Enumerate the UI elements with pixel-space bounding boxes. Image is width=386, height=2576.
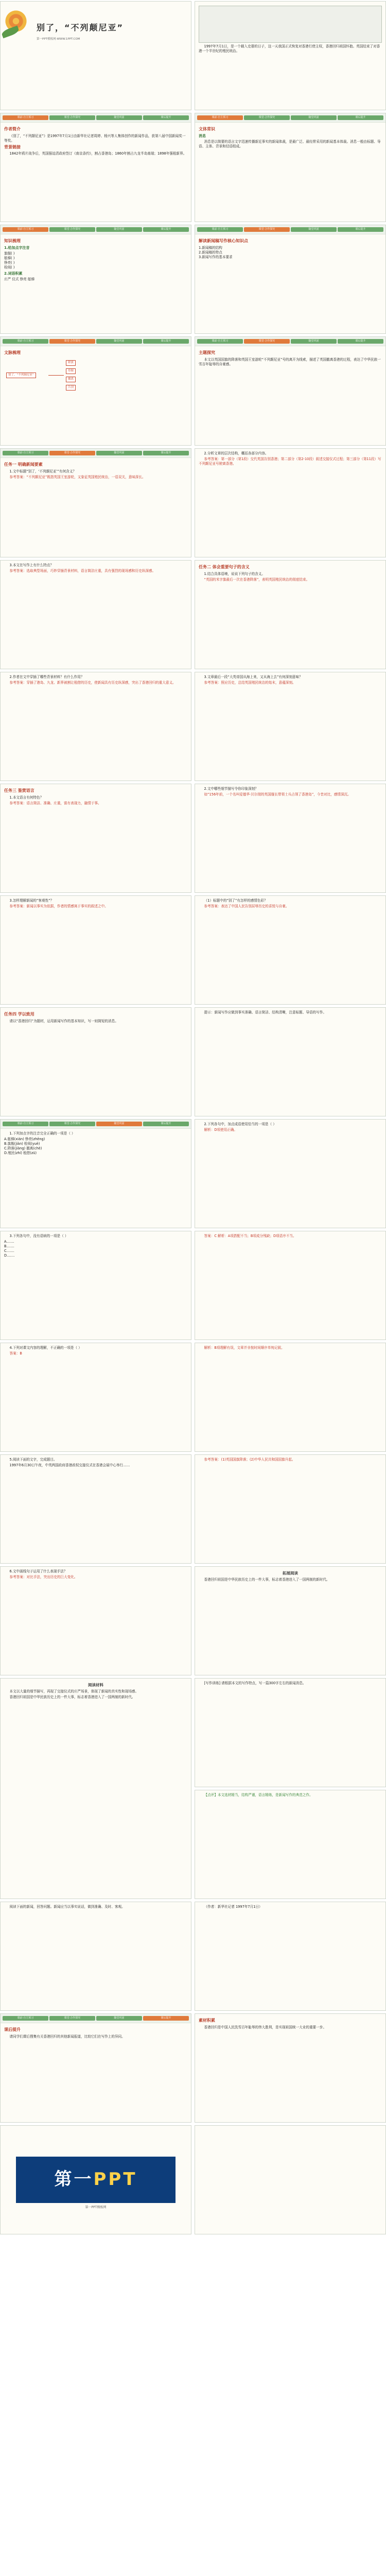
logo-caption: 第一PPT模板网 — [85, 2206, 107, 2209]
option[interactable]: B.…… — [4, 1244, 14, 1248]
slide-knowledge — [0, 225, 191, 334]
question: 3.怎样理解新闻的“客观性”？ — [9, 899, 54, 903]
slide-theme — [195, 336, 386, 446]
slide-q-structure — [195, 448, 386, 557]
slide-news-reading — [0, 1902, 191, 2011]
mind-map-center: 别了，“不列颠尼亚” — [6, 372, 36, 378]
slide-q-features — [0, 560, 191, 669]
exercise-question: 2.下列各句中，加点成语使用恰当的一项是（ ） — [204, 1122, 276, 1126]
slide-q-ending — [195, 672, 386, 781]
slide-exercise5-answer — [195, 1454, 386, 1564]
option[interactable]: D.…… — [4, 1253, 15, 1258]
slide-task1 — [0, 448, 191, 557]
answer: 参考答案：选取典型场面，巧妙穿插背景材料，语言简洁庄重，具有强烈的现场感和历史纵深感。 — [9, 568, 156, 573]
tab-preview[interactable]: 课前·自主预习 — [197, 115, 243, 120]
genre-text: 消息是以简要的语言文字迅速传播新近事实的新闻体裁，是最广泛、最经常采用的新闻基本体裁。消息一般由标题、导语、主体、背景和结语组成。 — [199, 140, 381, 149]
task4-text: 请以“香港回归”为题材，运用新闻写作的基本知识，写一则简短的消息。 — [9, 1019, 118, 1023]
slide-blank — [195, 2125, 386, 2234]
article-title: 阅读材料 — [88, 1683, 103, 1687]
history-photo — [199, 6, 382, 43]
after-class-heading: 课后提升 — [4, 2027, 21, 2032]
answer: 参考答案：对比手法，突出历史的巨大变化。 — [9, 1574, 78, 1579]
slide-task4 — [0, 1007, 191, 1116]
analysis: 解析：B项理解有误，文章并非按时间顺序单纯记叙。 — [204, 1346, 285, 1350]
ppt-logo — [16, 2157, 176, 2203]
tab-preview[interactable]: 课前·自主预习 — [197, 227, 243, 232]
answer: “英国的米字旗最后一次在香港降落”，表明英国殖民统治的彻底结束。 — [204, 577, 310, 582]
slide-q-objectivity — [0, 895, 191, 1005]
slide-exercise4-analysis — [195, 1343, 386, 1452]
answer: 参考答案：照应历史，总结英国殖民统治的始末，意蕴深刻。 — [204, 680, 296, 685]
knowledge-heading: 知识梳理 — [4, 239, 21, 243]
tab-consolidate[interactable]: 随堂巩固 — [291, 115, 337, 120]
tab-preview[interactable]: 课前·自主预习 — [3, 451, 48, 455]
core-point: 2.新闻稿的特点 — [199, 250, 222, 255]
tab-explore[interactable]: 课堂·合作探究 — [244, 339, 290, 344]
exercise-question: 6.文中画线句子运用了什么表现手法？ — [9, 1569, 67, 1573]
tab-explore[interactable]: 课堂·合作探究 — [49, 227, 95, 232]
comment-text: 【点评】本文选材精当，结构严谨，语言精练，是新闻写作的典范之作。 — [204, 1793, 313, 1797]
slide-exercise3 — [0, 1231, 191, 1340]
tab-improve[interactable]: 课后提升 — [143, 339, 189, 344]
core-point: 3.新闻写作的基本要求 — [199, 255, 233, 259]
tab-preview[interactable]: 课前·自主预习 — [197, 339, 243, 344]
cover-title: 别了，“不列颠尼亚” — [37, 23, 124, 32]
slide-materials — [195, 2013, 386, 2123]
answer: 参考答案：(1)英国国旗降落；(2)中华人民共和国国旗升起。 — [204, 1458, 295, 1462]
slide-q-detail — [195, 784, 386, 893]
tab-consolidate[interactable]: 随堂巩固 — [96, 227, 142, 232]
tab-explore[interactable]: 课堂·合作探究 — [49, 1122, 95, 1126]
slide-core-points — [195, 225, 386, 334]
exercise-question: 4.下列对课文内容的理解，不正确的一项是（ ） — [9, 1346, 82, 1350]
tab-explore[interactable]: 课堂·合作探究 — [244, 227, 290, 232]
writing-task-text: [写作训练] 请根据本文的写作特点，写一篇300字左右的新闻消息。 — [204, 1681, 306, 1685]
tab-improve[interactable]: 课后提升 — [143, 451, 189, 455]
tab-improve[interactable]: 课后提升 — [143, 227, 189, 232]
tab-improve[interactable]: 课后提升 — [338, 339, 383, 344]
core-heading: 解读新闻稿写作核心知识点 — [199, 239, 248, 243]
bg-text: 1842年鸦片战争后，英国强迫清政府签订《南京条约》，割占香港岛；1860年割占九龙半岛南端；1898年强租新界。 — [9, 151, 187, 156]
materials-text: 香港回归是中国人民洗雪百年耻辱的伟大胜利，是实现祖国统一大业的重要一步。 — [204, 2025, 326, 2029]
theme-heading: 主题探究 — [199, 350, 215, 355]
question: 3.本文在写作上有什么特点？ — [9, 563, 54, 567]
answer: 参考答案：语言简洁、准确、庄重，富有表现力，融情于事。 — [9, 801, 101, 805]
mind-map-branch: 降旗 — [66, 360, 76, 366]
article-text: 本文以大量的细节描写，再现了交接仪式的庄严场景，体现了新闻的真实性和现场感。 — [9, 1689, 139, 1694]
answer: 解析：D项使用正确。 — [204, 1127, 237, 1132]
slide-task2 — [195, 560, 386, 669]
knowledge-sub1: 1.给加点字注音 — [4, 245, 30, 250]
answer: 如“156年前，一个名叫爱德华·贝尔彻的英国舰长带领士兵占领了香港岛”，今昔对比，感情深沉。 — [204, 792, 351, 796]
mind-map — [4, 358, 187, 394]
news-reading-text: 阅读下面的新闻，回答问题。新闻应当以事实说话，做到准确、及时、客观。 — [9, 1905, 125, 1909]
tab-improve[interactable]: 课后提升 — [143, 2016, 189, 2021]
slide-exercise5 — [0, 1454, 191, 1564]
knowledge-sub2: 2.词语积累 — [4, 271, 23, 276]
mind-map-branch: 告别 — [66, 385, 76, 391]
tab-explore[interactable]: 课堂·合作探究 — [49, 451, 95, 455]
tab-improve[interactable]: 课后提升 — [143, 115, 189, 120]
slide-q-title — [195, 895, 386, 1005]
tab-explore[interactable]: 课堂·合作探究 — [49, 339, 95, 344]
slide-writing-task — [195, 1678, 386, 1787]
theme-text: 本文以英国国旗的降落和英国王室游轮“不列颠尼亚”号的离开为线索，描述了英国撤离香港的过程，表达了中华民族一雪百年耻辱的自豪感。 — [199, 357, 381, 366]
answer: 参考答案：表达了中国人民告别屈辱历史的喜悦与自豪。 — [204, 904, 289, 908]
genre-heading: 文体常识 — [199, 127, 215, 131]
slide-exercise3-answer — [195, 1231, 386, 1340]
tab-preview[interactable]: 课前·自主预习 — [3, 2016, 48, 2021]
task3-heading: 任务三 鉴赏语言 — [4, 788, 34, 793]
option[interactable]: A.…… — [4, 1239, 14, 1244]
tab-improve[interactable]: 课后提升 — [338, 115, 383, 120]
option[interactable]: C.…… — [4, 1248, 14, 1253]
task1-answer: 参考答案：“不列颠尼亚”既指英国王室游轮，又象征英国殖民统治，一语双关，意味深长。 — [9, 474, 146, 479]
word-list: 庄严 仪式 铮亮 舷梯 — [4, 277, 35, 282]
source-text: （作者：新华社记者 1997年7月1日） — [204, 1905, 262, 1909]
option[interactable]: B.旗舰(jiàn) 检阅(yuè) — [4, 1141, 40, 1146]
tab-consolidate[interactable]: 随堂巩固 — [291, 227, 337, 232]
slide-extended — [195, 1566, 386, 1675]
slide-comment — [195, 1790, 386, 1899]
tab-improve[interactable]: 课后提升 — [143, 1122, 189, 1126]
slide-after-class — [0, 2013, 191, 2123]
option[interactable]: C.降落(jiàng) 撤离(chè) — [4, 1146, 42, 1150]
pinyin-item: 检阅( ) — [4, 265, 15, 269]
slide-tips — [195, 1007, 386, 1116]
tab-preview[interactable]: 课前·自主预习 — [3, 339, 48, 344]
article-title: 拓展阅读 — [283, 1571, 298, 1575]
bg-heading: 背景链接 — [4, 144, 21, 149]
exercise-question: 3.下列各句中，没有语病的一项是（ ） — [9, 1234, 68, 1238]
answer: 参考答案：穿插了港岛、九龙、新界被割让租借的历史，使新闻具有历史纵深感，突出了香港回归的重大意义。 — [9, 680, 176, 685]
answer: 参考答案：第一部分（第1段）交代英国告别香港；第二部分（第2-10段）叙述交接仪式过程；第三部分（第11段）写不列颠尼亚号驶离香港。 — [199, 456, 381, 466]
task1-heading: 任务一 明确新闻要素 — [4, 462, 43, 467]
task2-heading: 任务二 体会重要句子的含义 — [199, 565, 250, 569]
logo-main: 第一 — [54, 2169, 94, 2190]
tab-preview[interactable]: 课前·自主预习 — [3, 1122, 48, 1126]
structure-heading: 文脉梳理 — [4, 350, 21, 355]
after-class-text: 请同学们课后搜集有关香港回归的其他新闻报道，比较它们在写作上的异同。 — [9, 2034, 125, 2039]
tab-preview[interactable]: 课前·自主预习 — [3, 227, 48, 232]
exercise-question: 1.下列加点字的注音完全正确的一项是（ ） — [9, 1131, 75, 1136]
exercise-text: 1997年6月30日午夜，中英两国政府香港政权交接仪式在香港会展中心举行…… — [9, 1463, 130, 1467]
pinyin-item: 铮亮( ) — [4, 261, 15, 265]
tab-preview[interactable]: 课前·自主预习 — [3, 115, 48, 120]
logo-accent: PPT — [93, 2169, 137, 2190]
article-text: 香港回归祖国是中华民族历史上的一件大事，标志着香港进入了一国两制的新时代。 — [204, 1578, 330, 1582]
slide-exercise2 — [195, 1119, 386, 1228]
question: 2.作者在文中穿插了哪些背景材料？有什么作用？ — [9, 675, 84, 679]
question: （1）标题中的“别了”有怎样的感情色彩？ — [204, 899, 268, 903]
tab-explore[interactable]: 课堂·合作探究 — [244, 115, 290, 120]
slide-exercise6 — [0, 1566, 191, 1675]
answer: 答案：C 解析：A项搭配不当；B项成分残缺；D项语序不当。 — [204, 1234, 296, 1238]
task1-question: 1.文中标题“别了，‘不列颠尼亚’”有何含义？ — [9, 469, 76, 473]
author-text: 《别了，“不列颠尼亚”》是1997年7月1日由新华社记者周婷、杨兴等人集体创作的新闻作品，获第八届中国新闻奖一等奖。 — [4, 133, 186, 143]
question: 3.文章最后一段“大英帝国从海上来，又从海上去”有何深刻意味？ — [204, 675, 303, 679]
tab-consolidate[interactable]: 随堂巩固 — [96, 1122, 142, 1126]
author-heading: 作者简介 — [4, 127, 21, 131]
tab-improve[interactable]: 课后提升 — [338, 227, 383, 232]
slide-source — [195, 1902, 386, 2011]
mind-map-branch: 撤离 — [66, 377, 76, 382]
slide-logo — [0, 2125, 191, 2234]
tips-text: 提示：新闻写作应做到事实准确、语言简洁、结构清晰，注意标题、导语的写作。 — [204, 1010, 326, 1014]
tab-consolidate[interactable]: 随堂巩固 — [291, 339, 337, 344]
mind-map-connector — [48, 375, 64, 376]
mind-map-branch: 登舰 — [66, 368, 76, 374]
core-point: 1.新闻稿的结构 — [199, 245, 222, 250]
intro-text: 1997年7月1日，是一个载入史册的日子，这一天我国正式恢复对香港行使主权，香港回归祖国怀抱。英国结束了对香港一个半世纪的殖民统治。 — [199, 44, 380, 53]
question: 2.分析文章的层次结构，概括各部分内容。 — [204, 451, 269, 455]
slide-intro — [195, 1, 386, 110]
slide-exercise1 — [0, 1119, 191, 1228]
tab-explore[interactable]: 课堂·合作探究 — [49, 2016, 95, 2021]
answer: 答案：B — [9, 1351, 22, 1355]
cover-slide — [0, 1, 191, 110]
question: 1.结合具体语境，说说下列句子的含义。 — [204, 571, 265, 576]
slide-reading-article — [0, 1678, 191, 1899]
tab-consolidate[interactable]: 随堂巩固 — [96, 2016, 142, 2021]
slide-exercise4 — [0, 1343, 191, 1452]
exercise-question: 5.阅读下面的文字，完成题目。 — [9, 1458, 57, 1462]
leaf-icon — [1, 26, 20, 39]
question: 2.文中哪些细节描写令你印象深刻？ — [204, 787, 258, 791]
article-text-continued: 香港回归祖国是中华民族历史上的一件大事，标志着香港进入了一国两制的新时代。 — [9, 1695, 135, 1700]
pinyin-item: 旗舰( ) — [4, 251, 15, 256]
slide-author — [0, 113, 191, 222]
pinyin-item: 舷梯( ) — [4, 256, 15, 261]
option[interactable]: D.殖民(zhí) 租借(zū) — [4, 1150, 37, 1155]
answer: 参考答案：新闻以事实为依据，作者的情感寓于事实的叙述之中。 — [9, 904, 108, 908]
cover-subtitle: 第一PPT模板网-WWW.1PPT.COM — [37, 38, 80, 41]
question: 1.本文语言有何特色？ — [9, 795, 44, 800]
tab-explore[interactable]: 课堂·合作探究 — [49, 115, 95, 120]
option[interactable]: A.舷梯(xián) 铮亮(zhēng) — [4, 1137, 45, 1141]
slide-task3 — [0, 784, 191, 893]
tab-consolidate[interactable]: 随堂巩固 — [96, 339, 142, 344]
materials-heading: 素材积累 — [199, 2018, 215, 2023]
tab-consolidate[interactable]: 随堂巩固 — [96, 451, 142, 455]
genre-sub: 消息 — [199, 133, 206, 138]
tab-consolidate[interactable]: 随堂巩固 — [96, 115, 142, 120]
task4-heading: 任务四 学以致用 — [4, 1012, 34, 1016]
slide-q-background — [0, 672, 191, 781]
slide-genre — [195, 113, 386, 222]
slide-structure — [0, 336, 191, 446]
